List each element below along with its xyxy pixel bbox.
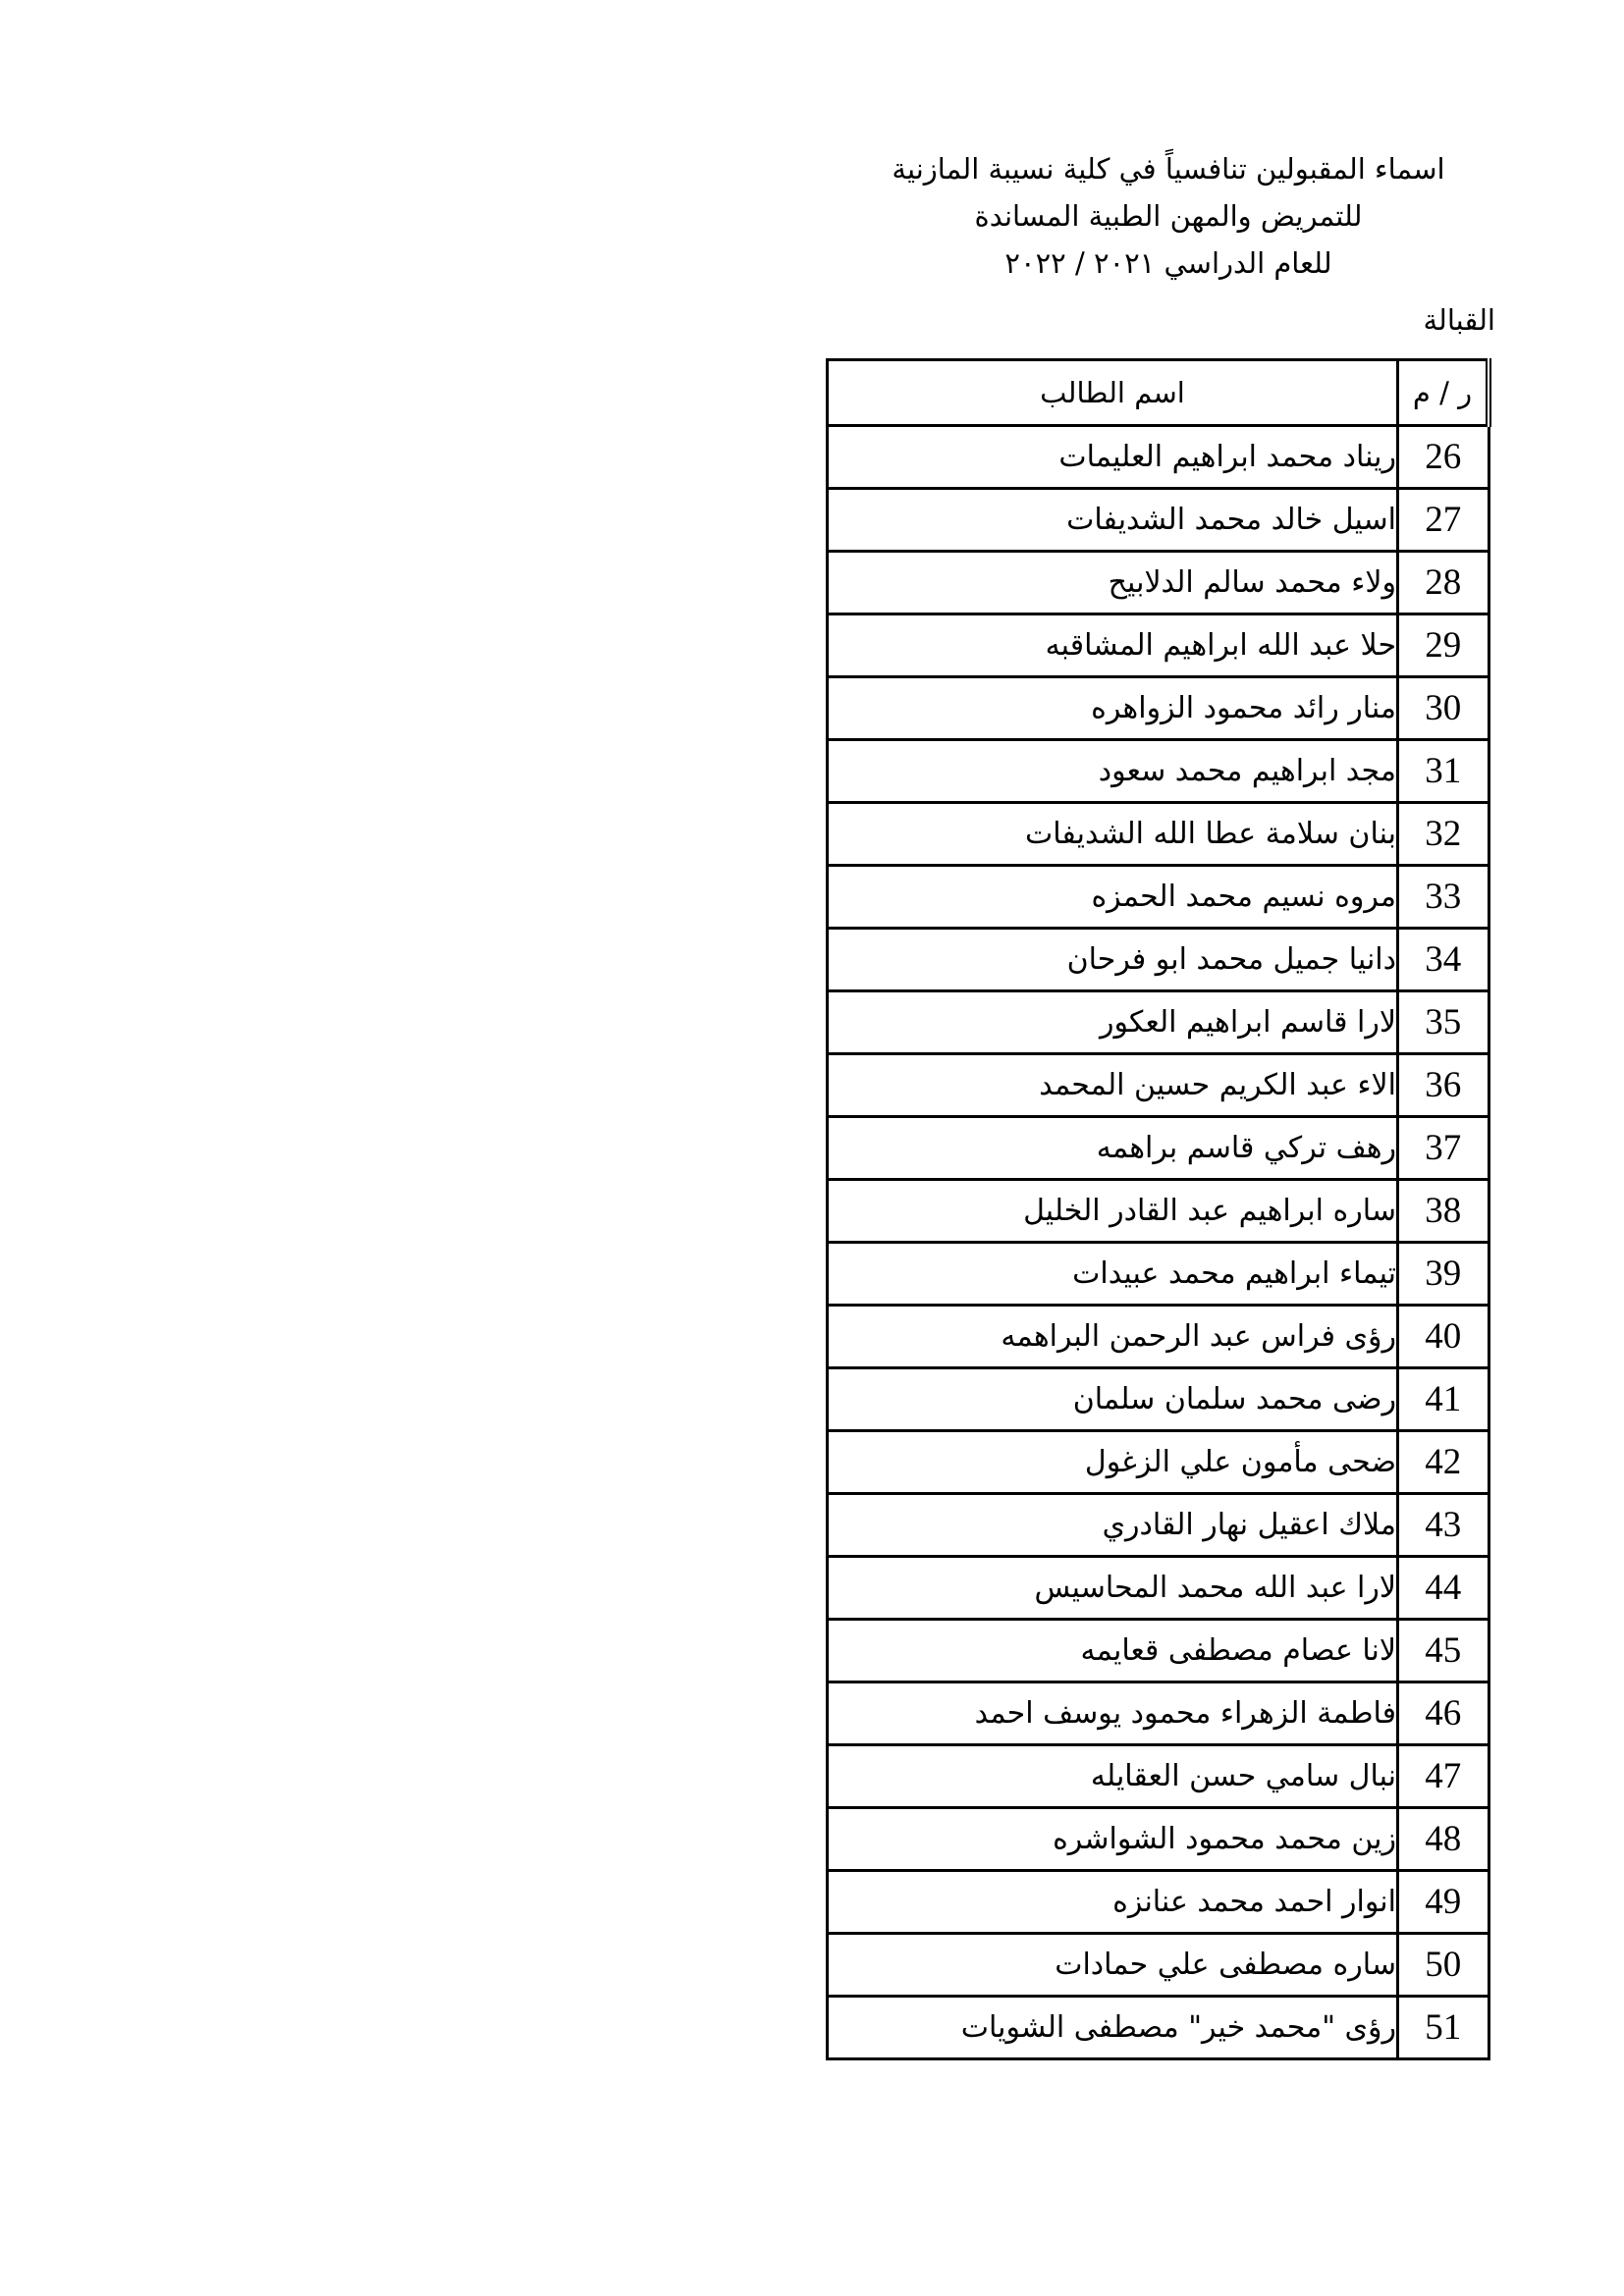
student-name: دانيا جميل محمد ابو فرحان [828,929,1398,991]
header-college: للتمريض والمهن الطبية المساندة [974,199,1363,233]
table-row [828,1306,1489,1368]
row-number: 50 [1398,1934,1489,1997]
row-number: 41 [1398,1368,1489,1431]
student-name: انوار احمد محمد عنانزه [828,1871,1398,1934]
column-header-name: اسم الطالب [828,360,1398,426]
table-row [828,740,1489,803]
row-number: 27 [1398,489,1489,552]
students-table [826,358,1491,2060]
student-name: مروه نسيم محمد الحمزه [828,866,1398,929]
student-name: اسيل خالد محمد الشديفات [828,489,1398,552]
student-name: لانا عصام مصطفى قعايمه [828,1620,1398,1682]
student-name: رضى محمد سلمان سلمان [828,1368,1398,1431]
table-row [828,426,1489,489]
table-row [828,1934,1489,1997]
row-number: 29 [1398,614,1489,677]
student-name: بنان سلامة عطا الله الشديفات [828,803,1398,866]
table-row [828,1368,1489,1431]
student-name: لارا قاسم ابراهيم العكور [828,991,1398,1054]
row-number: 28 [1398,552,1489,614]
table-row [828,991,1489,1054]
row-number: 32 [1398,803,1489,866]
table-row [828,1180,1489,1243]
row-number: 49 [1398,1871,1489,1934]
student-name: ساره مصطفى علي حمادات [828,1934,1398,1997]
row-number: 51 [1398,1997,1489,2059]
student-name: ضحى مأمون علي الزغول [828,1431,1398,1494]
students-table-body [828,426,1489,2059]
table-row [828,1682,1489,1745]
table-row [828,552,1489,614]
table-header-row [828,360,1489,426]
row-number: 44 [1398,1557,1489,1620]
region-label: القبالة [1423,303,1495,337]
student-name: رؤى "محمد خير" مصطفى الشويات [828,1997,1398,2059]
table-row [828,1054,1489,1117]
row-number: 47 [1398,1745,1489,1808]
table-row [828,1117,1489,1180]
row-number: 46 [1398,1682,1489,1745]
row-number: 40 [1398,1306,1489,1368]
table-row [828,1997,1489,2059]
student-name: رؤى فراس عبد الرحمن البراهمه [828,1306,1398,1368]
row-number: 26 [1398,426,1489,489]
row-number: 33 [1398,866,1489,929]
header-academic-year: للعام الدراسي ٢٠٢١ / ٢٠٢٢ [1004,246,1332,280]
row-number: 30 [1398,677,1489,740]
table-row [828,1494,1489,1557]
row-number: 39 [1398,1243,1489,1306]
student-name: ولاء محمد سالم الدلابيح [828,552,1398,614]
student-name: ساره ابراهيم عبد القادر الخليل [828,1180,1398,1243]
table-row [828,489,1489,552]
student-name: ريناد محمد ابراهيم العليمات [828,426,1398,489]
student-name: فاطمة الزهراء محمود يوسف احمد [828,1682,1398,1745]
column-header-number: ر / م [1398,360,1489,426]
row-number: 43 [1398,1494,1489,1557]
student-name: ملاك اعقيل نهار القادري [828,1494,1398,1557]
student-name: حلا عبد الله ابراهيم المشاقبه [828,614,1398,677]
student-name: لارا عبد الله محمد المحاسيس [828,1557,1398,1620]
row-number: 36 [1398,1054,1489,1117]
table-row [828,677,1489,740]
student-name: مجد ابراهيم محمد سعود [828,740,1398,803]
student-name: رهف تركي قاسم براهمه [828,1117,1398,1180]
row-number: 48 [1398,1808,1489,1871]
table-row [828,1431,1489,1494]
row-number: 37 [1398,1117,1489,1180]
student-name: نبال سامي حسن العقايله [828,1745,1398,1808]
row-number: 35 [1398,991,1489,1054]
table-row [828,1243,1489,1306]
table-row [828,1557,1489,1620]
table-row [828,866,1489,929]
table-row [828,1745,1489,1808]
student-name: زين محمد محمود الشواشره [828,1808,1398,1871]
table-row [828,803,1489,866]
row-number: 38 [1398,1180,1489,1243]
row-number: 42 [1398,1431,1489,1494]
student-name: الاء عبد الكريم حسين المحمد [828,1054,1398,1117]
row-number: 31 [1398,740,1489,803]
document-header [835,145,1502,287]
table-row [828,614,1489,677]
table-row [828,1871,1489,1934]
student-name: تيماء ابراهيم محمد عبيدات [828,1243,1398,1306]
table-row [828,929,1489,991]
header-title: اسماء المقبولين تنافسياً في كلية نسيبة المازنية [892,152,1445,186]
row-number: 34 [1398,929,1489,991]
row-number: 45 [1398,1620,1489,1682]
table-row [828,1620,1489,1682]
student-name: منار رائد محمود الزواهره [828,677,1398,740]
table-row [828,1808,1489,1871]
